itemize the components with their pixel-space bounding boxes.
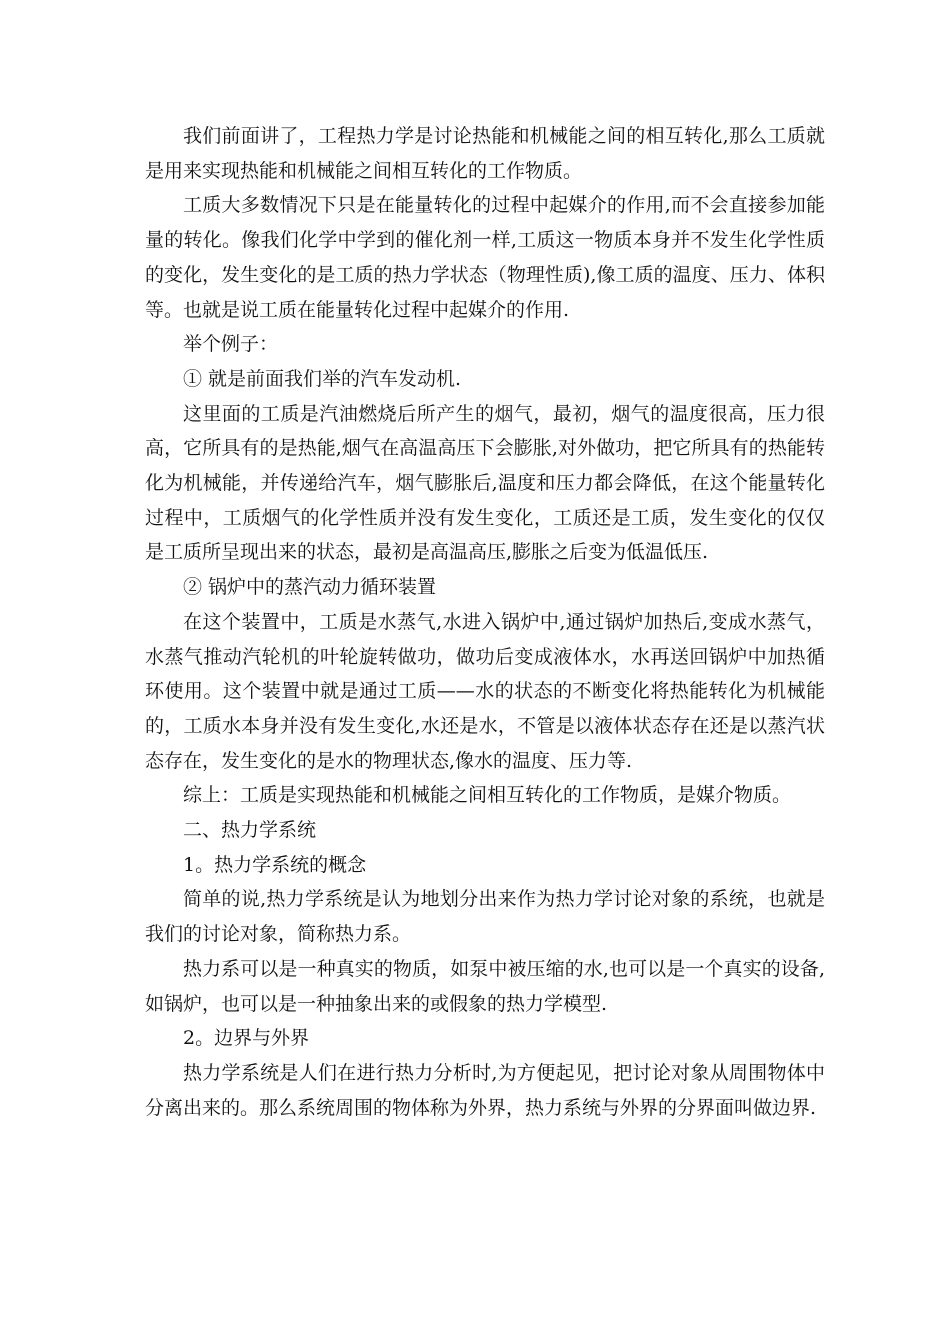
paragraph-example-2-title: ② 锅炉中的蒸汽动力循环装置 — [183, 576, 437, 599]
paragraph-summary: 综上：工质是实现热能和机械能之间相互转化的工作物质，是媒介物质。 — [183, 784, 792, 807]
paragraph-example-1-body: 这里面的工质是汽油燃烧后所产生的烟气，最初，烟气的温度很高，压力很高，它所具有的是热能,烟气在高温高压下会膨胀,对外做功，把它所具有的热能转化为机械能，并传递给汽车，烟气膨胀后,温度和压力都会降低，在这个能量转化过程中，工质烟气的化学性质并没有发生变化，工质还是工质，发生变化的仅仅是工质所呈现出来的状态，最初是高温高压,膨胀之后变为低温低压. — [145, 402, 825, 564]
paragraph-intro: 我们前面讲了，工程热力学是讨论热能和机械能之间的相互转化,那么工质就是用来实现热能和机械能之间相互转化的工作物质。 — [145, 125, 825, 182]
document-page — [145, 119, 825, 1125]
subsection-heading-concept: 1。热力学系统的概念 — [183, 853, 367, 876]
paragraph-boundary-definition: 热力学系统是人们在进行热力分析时,为方便起见，把讨论对象从周围物体中分离出来的。那么系统周围的物体称为外界，热力系统与外界的分界面叫做边界. — [145, 1061, 825, 1119]
paragraph-example-heading: 举个例子： — [183, 333, 279, 356]
paragraph-concept-definition: 简单的说,热力学系统是认为地划分出来作为热力学讨论对象的系统，也就是我们的讨论对象，简称热力系。 — [145, 888, 825, 946]
subsection-heading-boundary: 2。边界与外界 — [183, 1027, 310, 1050]
section-heading-thermo-system: 二、热力学系统 — [183, 819, 317, 842]
paragraph-medium-role: 工质大多数情况下只是在能量转化的过程中起媒介的作用,而不会直接参加能量的转化。像我们化学中学到的催化剂一样,工质这一物质本身并不发生化学性质的变化，发生变化的是工质的热力学状态（物理性质),像工质的温度、压力、体积等。也就是说工质在能量转化过程中起媒介的作用. — [145, 194, 825, 321]
paragraph-example-2-body: 在这个装置中，工质是水蒸气,水进入锅炉中,通过锅炉加热后,变成水蒸气，水蒸气推动汽轮机的叶轮旋转做功，做功后变成液体水，水再送回锅炉中加热循环使用。这个装置中就是通过工质——水的状态的不断变化将热能转化为机械能的，工质水本身并没有发生变化,水还是水，不管是以液体状态存在还是以蒸汽状态存在，发生变化的是水的物理状态,像水的温度、压力等. — [145, 610, 825, 772]
paragraph-example-1-title: ① 就是前面我们举的汽车发动机. — [183, 367, 462, 390]
paragraph-concept-examples: 热力系可以是一种真实的物质，如泵中被压缩的水,也可以是一个真实的设备,如锅炉，也可以是一种抽象出来的或假象的热力学模型. — [145, 957, 825, 1015]
